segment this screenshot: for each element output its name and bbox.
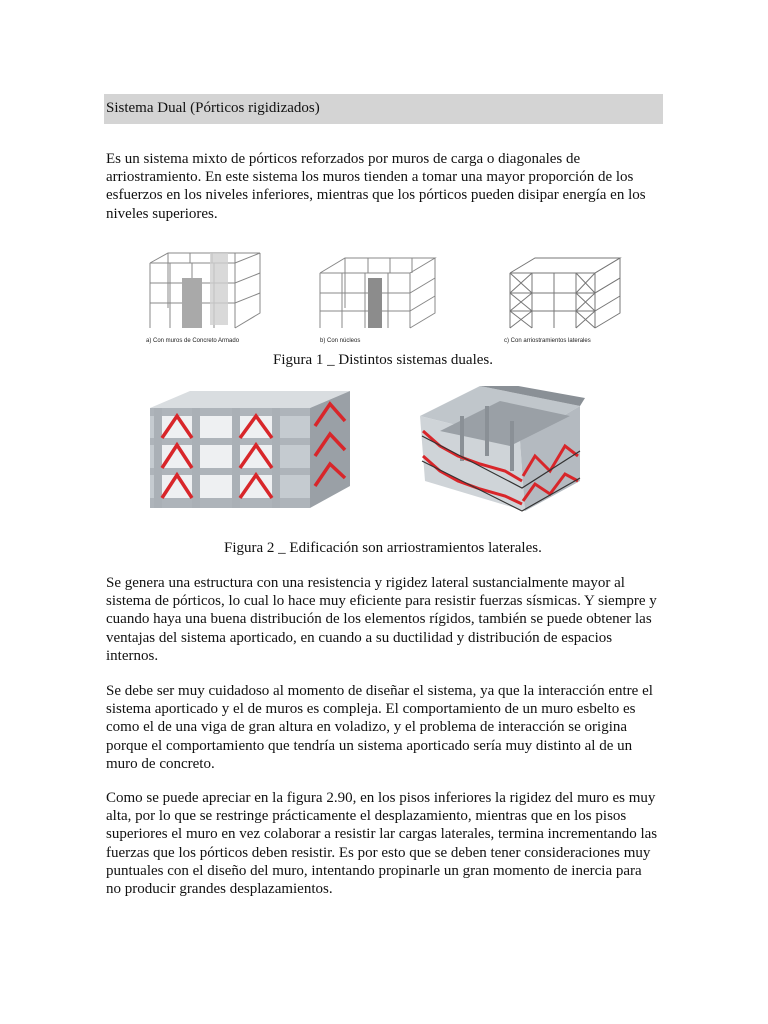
concrete-wall — [210, 253, 228, 325]
text-line: sistema aporticado y el de muros es compleja. El comportamiento de un muro esbelto es — [106, 701, 636, 718]
text-line: Como se puede apreciar en la figura 2.90, en los pisos inferiores la rigidez del muro es muy — [106, 790, 656, 806]
figure1-dual-systems-diagram — [140, 248, 640, 348]
text-line: Se debe ser muy cuidadoso al momento de diseñar el sistema, ya que la interacción entre el — [106, 683, 653, 699]
building-braced-frame-left — [150, 391, 350, 508]
text-line: esfuerzos en los niveles inferiores, mientras que los pórticos pueden disipar energía en los — [106, 187, 646, 204]
text-line: cuando haya una buena distribución de los elementos rígidos, también se puede obtener las — [106, 611, 652, 628]
figure1-label-c: c) Con arriostramientos laterales — [504, 338, 591, 344]
figure1-label-b: b) Con núcleos — [320, 338, 361, 344]
figure1-label-a: a) Con muros de Concreto Armado — [146, 338, 240, 344]
core-wall — [368, 278, 382, 328]
text-line: fuerzas que los pórticos deben resistir. Es por esto que se deben tener consideraciones muy — [106, 844, 651, 861]
text-line: muro de concreto. — [106, 755, 215, 772]
text-line: porque el comportamiento que tendría un sistema aporticado sería muy distinto al de un — [106, 737, 633, 754]
text-line: no producir grandes desplazamientos. — [106, 881, 333, 898]
concrete-wall — [182, 278, 202, 328]
text-line: niveles superiores. — [106, 205, 218, 222]
section-heading: Sistema Dual (Pórticos rigidizados) — [106, 100, 320, 116]
text-line: superiores el muro en vez colaborar a resistir lar cargas laterales, termina incrementando las — [106, 826, 658, 843]
text-line: alta, por lo que se restringe prácticamente el desplazamiento, mientras que en los pisos — [106, 808, 627, 825]
paragraph-2 — [106, 574, 666, 665]
frame-a-concrete-walls — [150, 253, 260, 328]
text-line: arriostramiento. En este sistema los muros tienden a tomar una mayor proporción de los — [106, 169, 634, 186]
text-line: puntuales con el diseño del muro, intentando propinarle un gran momento de inercia para — [106, 862, 642, 879]
text-line: como el de una viga de gran altura en voladizo, y el problema de interacción se origina — [106, 719, 628, 736]
figure2-braced-buildings — [140, 386, 600, 526]
frame-c-bracing — [510, 258, 620, 328]
paragraph-4 — [106, 789, 666, 898]
building-braced-core-right — [420, 386, 585, 511]
intro-paragraph — [106, 150, 666, 223]
text-line: Se genera una estructura con una resistencia y rigidez lateral sustancialmente mayor al — [106, 575, 625, 591]
figure1-caption: Figura 1 _ Distintos sistemas duales. — [273, 352, 493, 368]
text-line: ventajas del sistema aporticado, en cuando a su ductilidad y distribución de espacios — [106, 629, 613, 646]
text-line: internos. — [106, 647, 159, 664]
paragraph-3 — [106, 682, 666, 773]
figure2-caption: Figura 2 _ Edificación son arriostramientos laterales. — [224, 540, 542, 556]
text-line: sistema de pórticos, lo cual lo hace muy eficiente para resistir fuerzas sísmicas. Y siempre y — [106, 593, 657, 610]
text-line: Es un sistema mixto de pórticos reforzados por muros de carga o diagonales de — [106, 151, 581, 167]
